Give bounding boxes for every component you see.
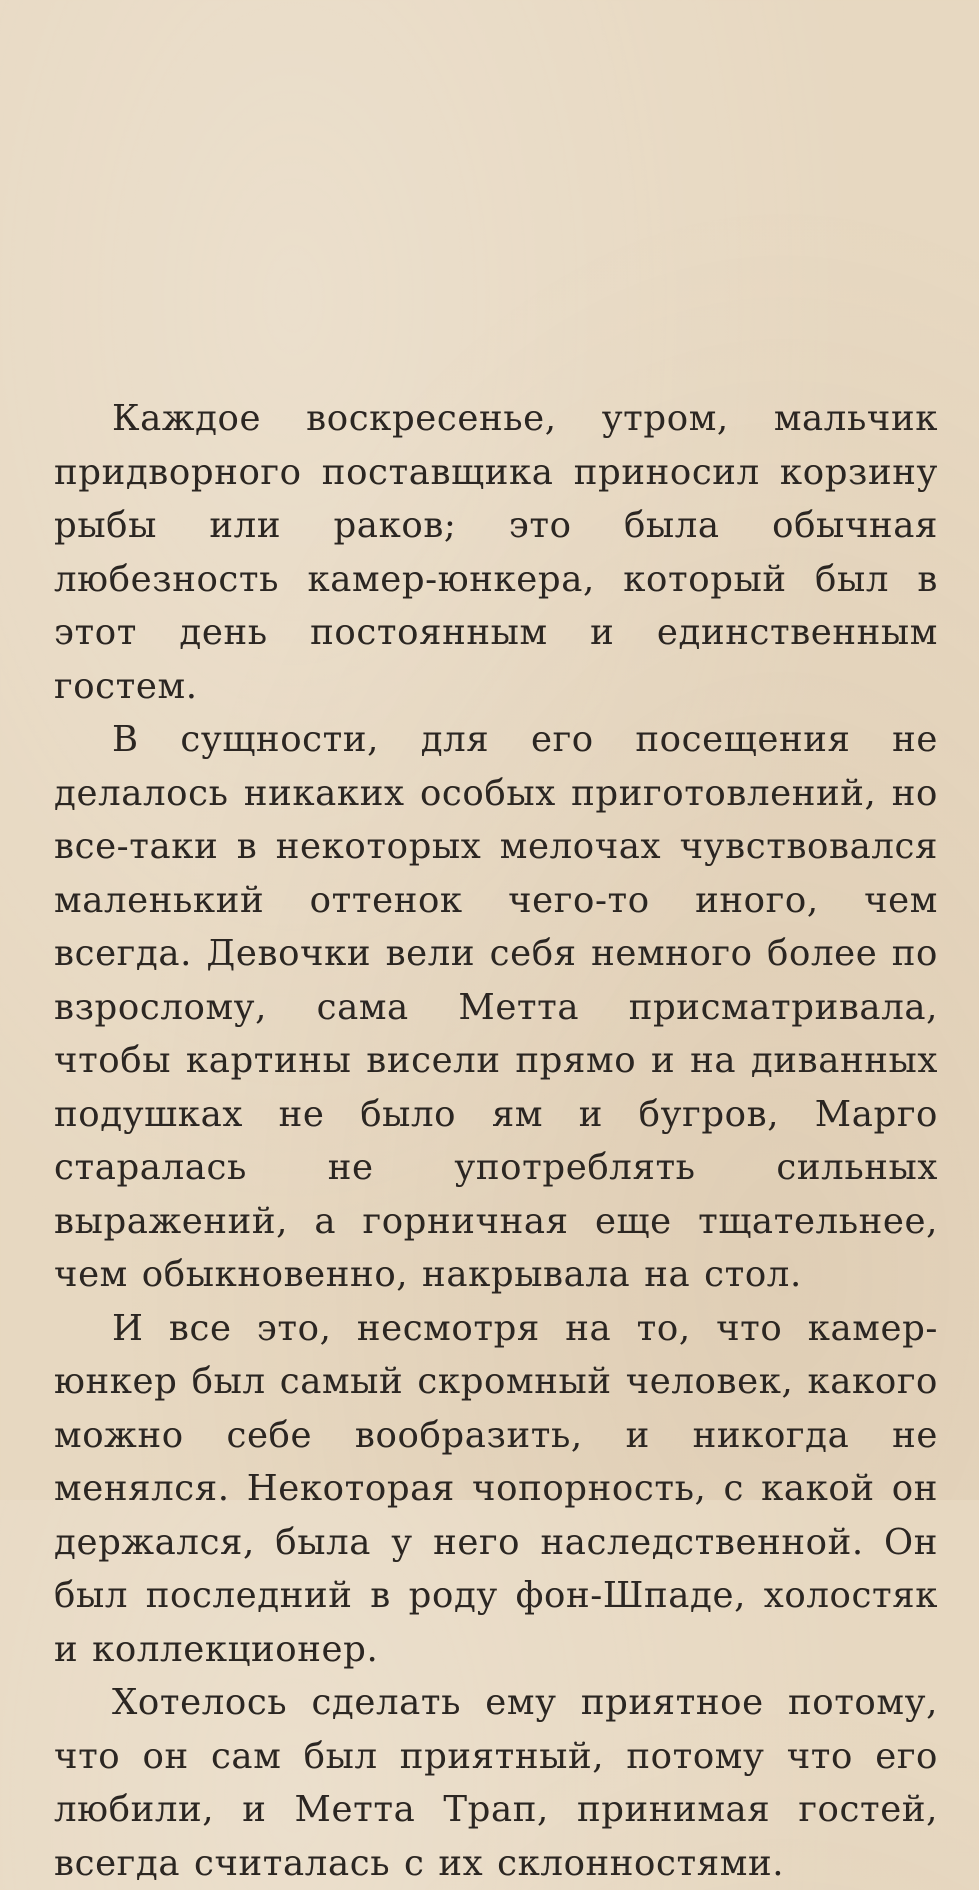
paragraph-2: В сущности, для его посещения не делалось никаких особых приготовлений, но все-таки в некоторых мелочах чувствовался маленький оттенок чего-то иного, чем всегда. Девочки вели себя немного более по взрослому, сама Метта присматривала, чтобы картины висели прямо и на диванных подушках не было ям и бугров, Марго старалась не употреблять сильных выражений, а горничная еще тщательнее, чем обыкновенно, накрывала на стол. bbox=[54, 719, 938, 1295]
paragraph-3: И все это, несмотря на то, что камер-юнкер был самый скромный человек, какого можно себе вообразить, и никогда не менялся. Некоторая чопорность, с какой он держался, была у него наследственной. Он был последний в роду фон-Шпаде, холостяк и коллекционер. bbox=[54, 1307, 938, 1670]
paragraph-4: Хотелось сделать ему приятное потому, что он сам был приятный, потому что его любили, и Метта Трап, принимая гостей, всегда считалась с их склонностями. bbox=[54, 1682, 938, 1884]
paragraph-1: Каждое воскресенье, утром, мальчик придворного поставщика приносил корзину рыбы или раков; это была обычная любезность камер-юнкера, который был в этот день постоянным и единственным гостем. bbox=[54, 398, 938, 707]
page-text bbox=[54, 392, 938, 1890]
